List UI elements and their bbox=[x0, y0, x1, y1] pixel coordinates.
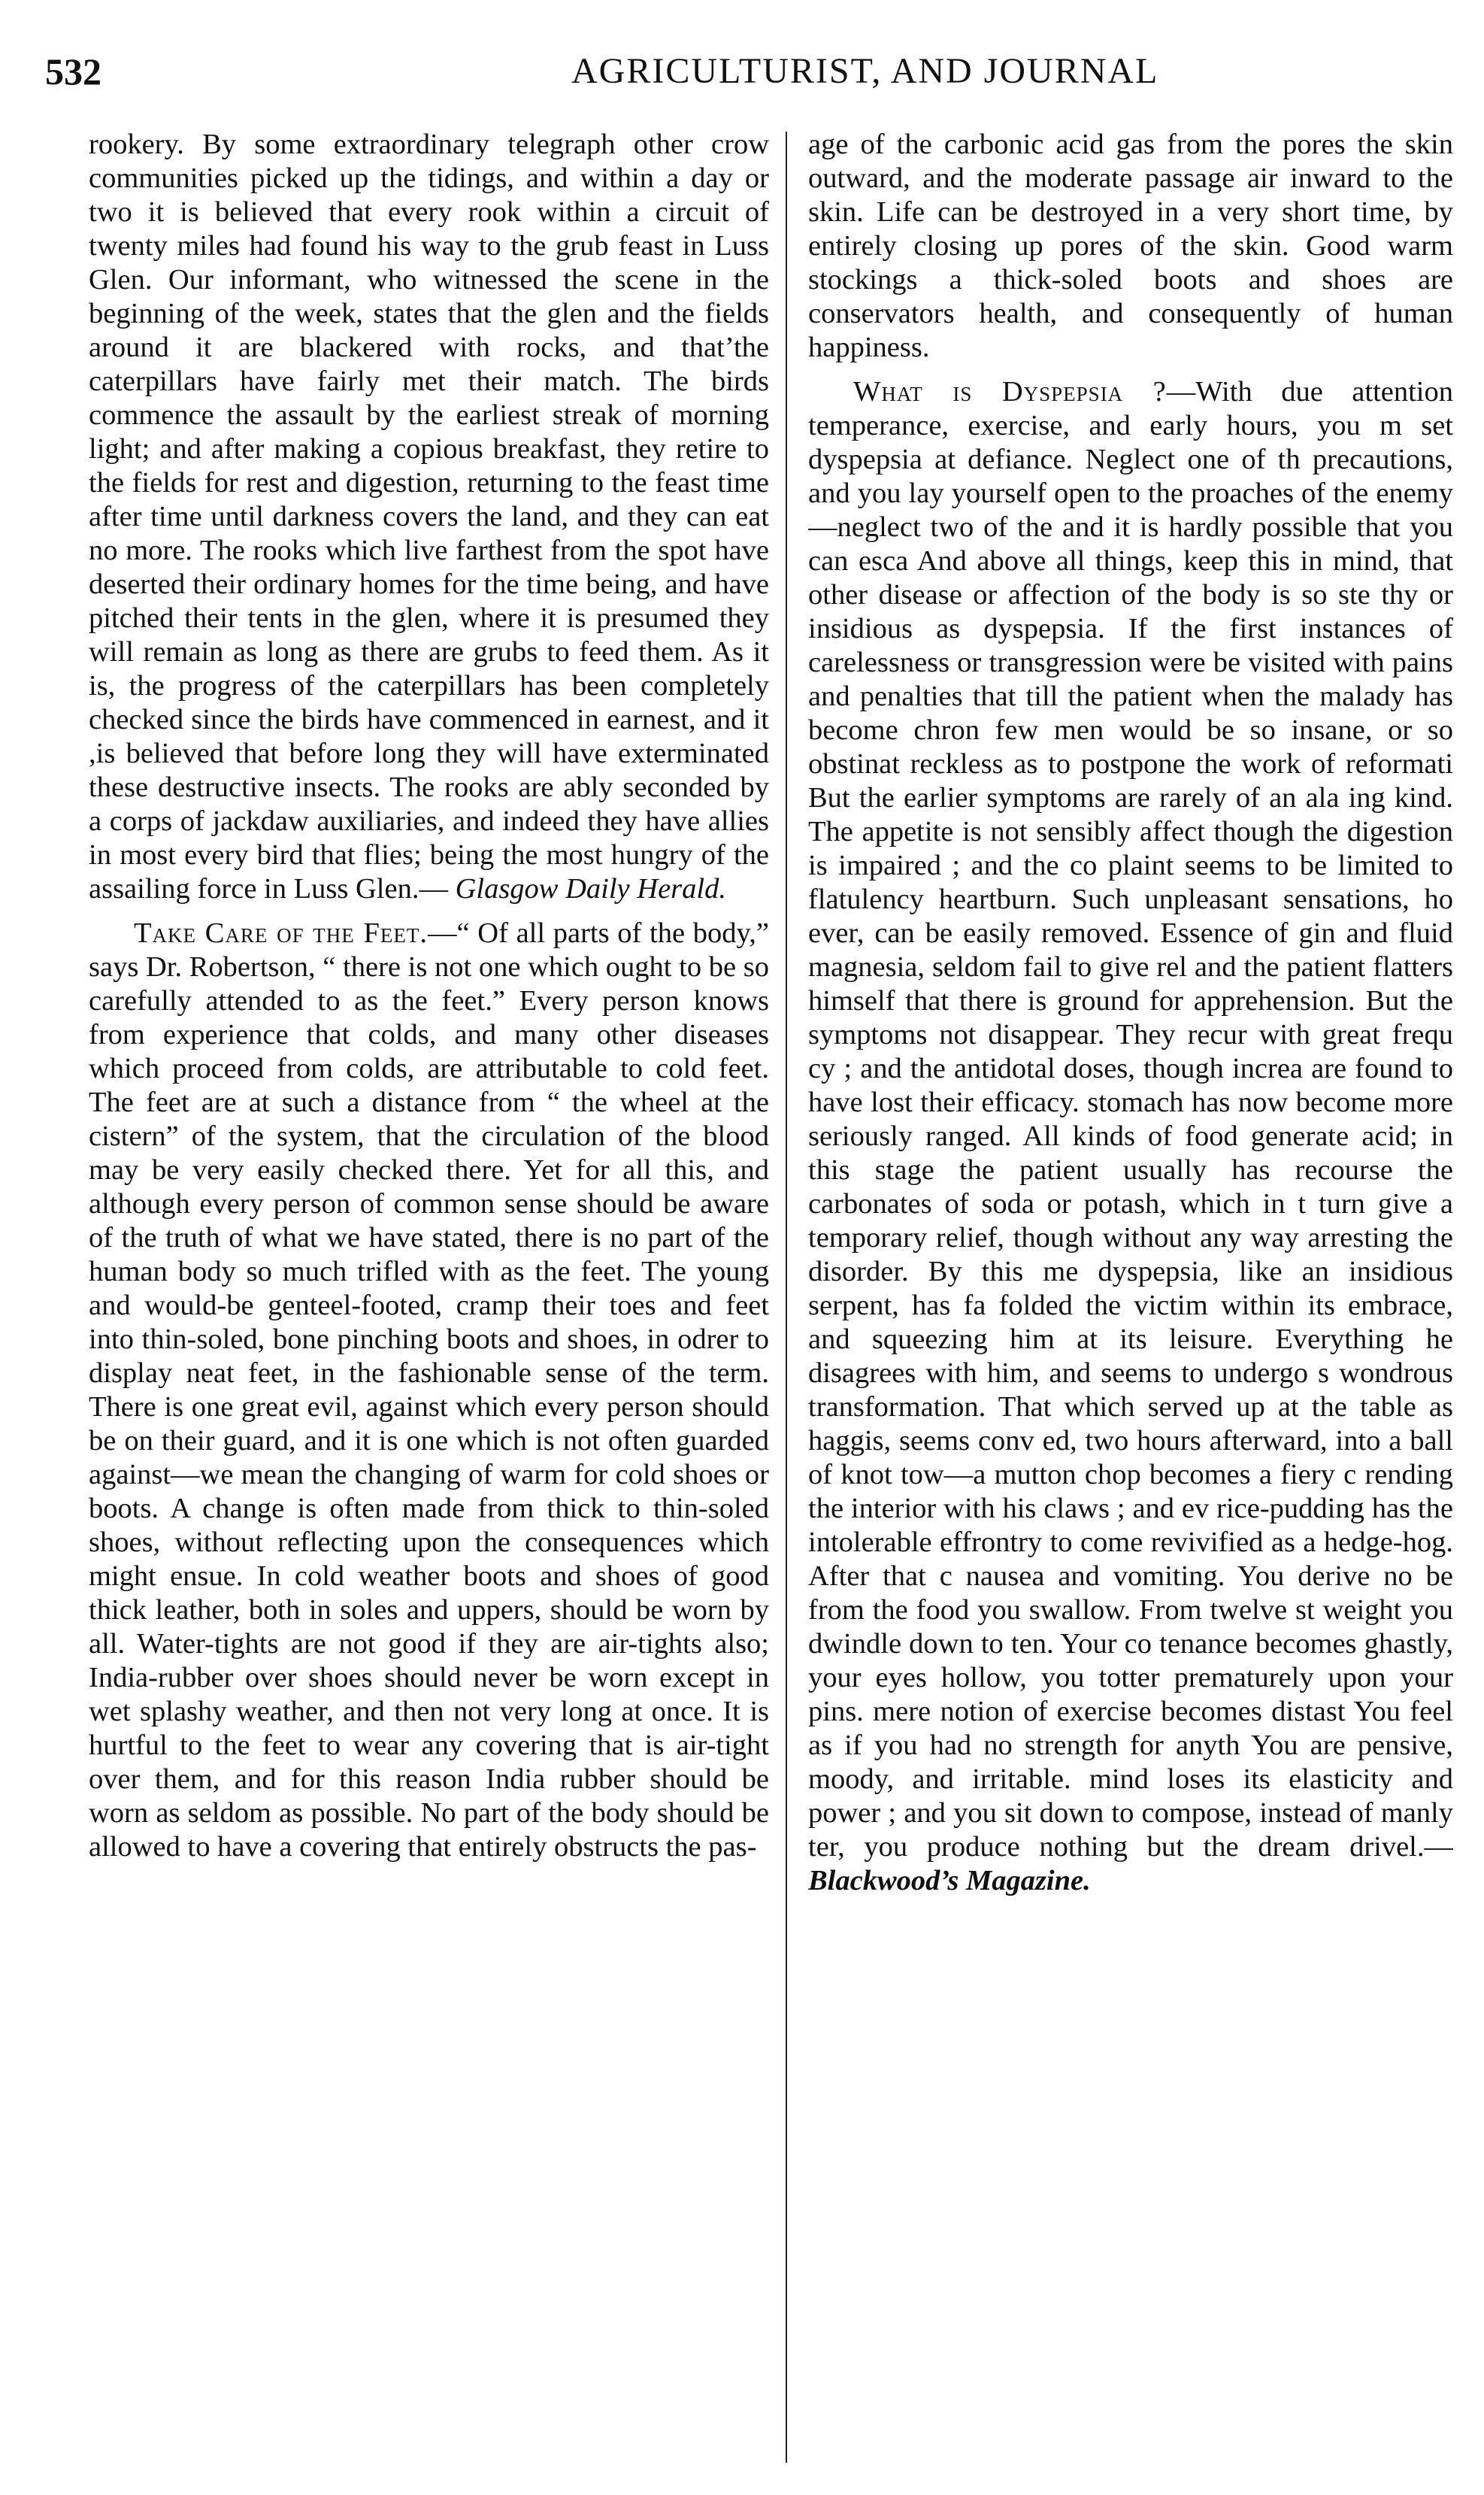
running-head-title: AGRICULTURIST, AND JOURNAL bbox=[571, 51, 1159, 91]
article-rooks bbox=[89, 128, 769, 906]
right-column bbox=[808, 128, 1453, 2466]
article-dyspepsia bbox=[808, 375, 1453, 1898]
left-column bbox=[89, 128, 769, 2466]
article-feet-continued-text: age of the carbonic acid gas from the pores the skin outward, and the moderate passage air inward to the skin. Life can be destroyed in a very short time, by entirely closing up pores of the skin. Good warm stockings a thick-soled boots and shoes are conservators health, and consequently of human happiness. bbox=[808, 129, 1453, 363]
article-feet-heading: Take Care of the Feet. bbox=[134, 917, 428, 949]
article-rooks-text: rookery. By some extraordinary telegraph other crow communities picked up the tidings, and within a day or two it is believed that every rook within a circuit of twenty miles had found his way to the grub feast in Luss Glen. Our informant, who witnessed the scene in the beginning of the week, states that the glen and the fields around it are blackered with rocks, and that’the caterpillars have fairly met their match. The birds commence the assault by the earliest streak of morning light; and after making a copious breakfast, they retire to the fields for rest and digestion, returning to the feast time after time until darkness covers the land, and they can eat no more. The rooks which live farthest from the spot have deserted their ordinary homes for the time being, and have pitched their tents in the glen, where it is presumed they will remain as long as there are grubs to feed them. As it is, the progress of the caterpillars has been completely checked since the birds have commenced in earnest, and it ,is believed that before long they will have exterminated these destructive insects. The rooks are ably seconded by a corps of jackdaw auxiliaries, and indeed they have allies in most every bird that flies; being the most hungry of the assailing force in Luss Glen.— bbox=[89, 129, 769, 905]
article-rooks-source: Glasgow Daily Herald. bbox=[455, 873, 726, 905]
article-dyspepsia-text: —With due attention temperance, exercise, and early hours, you m set dyspepsia at defiance. Neglect one of th precautions, and you lay yourself open to the proaches of the enemy—neglect two of the and it is hardly possible that you can esca And above all things, keep this in mind, that other disease or affection of the body is so ste thy or insidious as dyspepsia. If the first instances of carelessness or transgression were be visited with pains and penalties that till the patient when the malady has become chron few men would be so insane, or so obstinat reckless as to postpone the work of reformati But the earlier symptoms are rarely of an ala ing kind. The appetite is not sensibly affect though the digestion is impaired ; and the co plaint seems to be limited to flatulency heartburn. Such unpleasant sensations, ho ever, can be easily removed. Essence of gin and fluid magnesia, seldom fail to give rel and the patient flatters himself that there is ground for apprehension. But the symptoms not disappear. They recur with great frequ cy ; and the antidotal doses, though increa are found to have lost their efficacy. stomach has now become more seriously ranged. All kinds of food generate acid; in this stage the patient usually has recourse the carbonates of soda or potash, which in t turn give a temporary relief, though without any way arresting the disorder. By this me dyspepsia, like an insidious serpent, has fa folded the victim within its embrace, and squeezing him at its leisure. Everything he disagrees with him, and seems to undergo s wondrous transformation. That which served up at the table as haggis, seems conv ed, two hours afterward, into a ball of knot tow—a mutton chop becomes a fiery c rending the interior with his claws ; and ev rice-pudding has the intolerable effrontry to come revivified as a hedge-hog. After that c nausea and vomiting. You derive no be from the food you swallow. From twelve st weight you dwindle down to ten. Your co tenance becomes ghastly, your eyes hollow, you totter prematurely upon your pins. mere notion of exercise becomes distast You feel as if you had no strength for anyth You are pensive, moody, and irritable. mind loses its elasticity and power ; and you sit down to compose, instead of manly ter, you produce nothing but the dream drivel.— bbox=[808, 376, 1453, 1863]
page-header bbox=[45, 41, 1451, 102]
article-feet-continued bbox=[808, 128, 1453, 365]
article-dyspepsia-source: Blackwood’s Magazine. bbox=[808, 1865, 1091, 1896]
article-dyspepsia-heading: What is Dyspepsia ? bbox=[853, 376, 1167, 408]
article-feet bbox=[89, 917, 769, 1864]
page-number: 532 bbox=[45, 50, 101, 92]
column-divider bbox=[786, 132, 787, 2463]
article-feet-text: —“ Of all parts of the body,” says Dr. Robertson, “ there is not one which ought to be so carefully attended to as the feet.” Every person knows from experience that colds, and many other diseases which proceed from colds, are attributable to cold feet. The feet are at such a distance from “ the wheel at the cistern” of the system, that the circulation of the blood may be very easily checked there. Yet for all this, and although every person of common sense should be aware of the truth of what we have stated, there is no part of the human body so much trifled with as the feet. The young and would-be genteel-footed, cramp their toes and feet into thin-soled, bone pinching boots and shoes, in odrer to display neat feet, in the fashionable sense of the term. There is one great evil, against which every person should be on their guard, and it is one which is not often guarded against—we mean the changing of warm for cold shoes or boots. A change is often made from thick to thin-soled shoes, without reflecting upon the consequences which might ensue. In cold weather boots and shoes of good thick leather, both in soles and uppers, should be worn by all. Water-tights are not good if they are air-tights also; India-rubber over shoes should never be worn except in wet splashy weather, and then not very long at once. It is hurtful to the feet to wear any covering that is air-tight over them, and for this reason India rubber should be worn as seldom as possible. No part of the body should be allowed to have a covering that entirely obstructs the pas- bbox=[89, 917, 769, 1863]
